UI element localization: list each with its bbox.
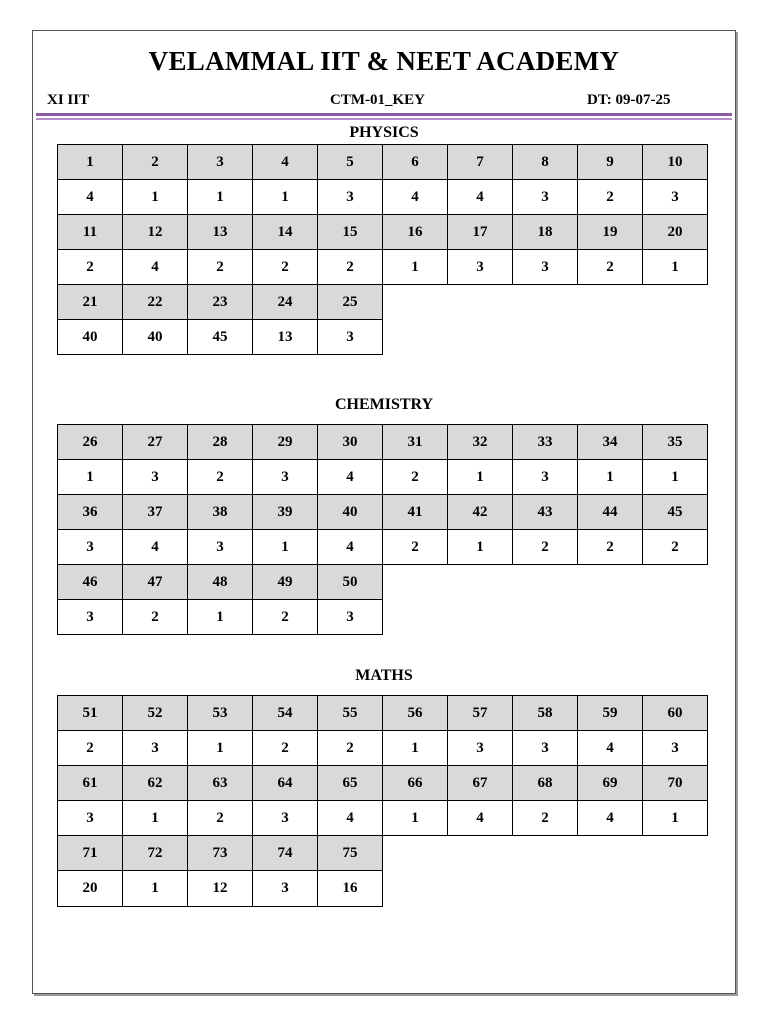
empty-cell: [383, 320, 448, 355]
answer-cell: 3: [448, 250, 513, 285]
answer-cell: 1: [383, 801, 448, 836]
empty-cell: [448, 285, 513, 320]
empty-cell: [643, 565, 708, 600]
question-number-cell: 39: [253, 495, 318, 530]
empty-cell: [383, 285, 448, 320]
answer-cell: 1: [643, 250, 708, 285]
answer-cell: 4: [448, 180, 513, 215]
answer-cell: 3: [513, 731, 578, 766]
answer-cell: 4: [123, 530, 188, 565]
answer-cell: 2: [643, 530, 708, 565]
question-number-row: [58, 565, 708, 600]
answer-cell: 1: [448, 460, 513, 495]
question-number-cell: 48: [188, 565, 253, 600]
question-number-row: [58, 696, 708, 731]
answer-row: [58, 250, 708, 285]
question-number-cell: 13: [188, 215, 253, 250]
question-number-cell: 16: [383, 215, 448, 250]
answer-cell: 3: [58, 600, 123, 635]
question-number-cell: 71: [58, 836, 123, 871]
empty-cell: [448, 871, 513, 907]
answer-cell: 3: [643, 180, 708, 215]
question-number-cell: 19: [578, 215, 643, 250]
answer-cell: 3: [58, 801, 123, 836]
empty-cell: [513, 871, 578, 907]
question-number-cell: 9: [578, 145, 643, 180]
question-number-row: [58, 425, 708, 460]
empty-cell: [383, 836, 448, 871]
question-number-cell: 42: [448, 495, 513, 530]
question-number-cell: 26: [58, 425, 123, 460]
answer-cell: 1: [253, 530, 318, 565]
answer-cell: 2: [318, 731, 383, 766]
question-number-cell: 68: [513, 766, 578, 801]
question-number-cell: 5: [318, 145, 383, 180]
question-number-cell: 49: [253, 565, 318, 600]
answer-key-table-chemistry: [57, 424, 708, 635]
answer-cell: 4: [123, 250, 188, 285]
empty-cell: [448, 320, 513, 355]
empty-cell: [383, 565, 448, 600]
question-number-cell: 54: [253, 696, 318, 731]
answer-cell: 1: [123, 871, 188, 907]
empty-cell: [643, 871, 708, 907]
answer-cell: 4: [383, 180, 448, 215]
answer-cell: 3: [188, 530, 253, 565]
empty-cell: [513, 836, 578, 871]
answer-cell: 2: [58, 731, 123, 766]
answer-cell: 1: [58, 460, 123, 495]
question-number-cell: 24: [253, 285, 318, 320]
answer-cell: 3: [253, 801, 318, 836]
answer-cell: 2: [383, 530, 448, 565]
question-number-cell: 37: [123, 495, 188, 530]
answer-cell: 4: [578, 801, 643, 836]
question-number-cell: 3: [188, 145, 253, 180]
question-number-cell: 1: [58, 145, 123, 180]
answer-cell: 4: [578, 731, 643, 766]
question-number-row: [58, 766, 708, 801]
answer-cell: 2: [123, 600, 188, 635]
answer-cell: 3: [643, 731, 708, 766]
question-number-cell: 34: [578, 425, 643, 460]
answer-cell: 2: [253, 731, 318, 766]
answer-cell: 1: [188, 180, 253, 215]
question-number-cell: 2: [123, 145, 188, 180]
answer-cell: 16: [318, 871, 383, 907]
answer-cell: 1: [578, 460, 643, 495]
question-number-cell: 51: [58, 696, 123, 731]
question-number-cell: 63: [188, 766, 253, 801]
answer-cell: 12: [188, 871, 253, 907]
empty-cell: [578, 600, 643, 635]
question-number-cell: 52: [123, 696, 188, 731]
question-number-cell: 33: [513, 425, 578, 460]
question-number-cell: 32: [448, 425, 513, 460]
question-number-cell: 8: [513, 145, 578, 180]
question-number-row: [58, 495, 708, 530]
document-title: VELAMMAL IIT & NEET ACADEMY: [148, 46, 620, 76]
answer-key-table-physics: [57, 144, 708, 355]
answer-cell: 40: [58, 320, 123, 355]
empty-cell: [643, 600, 708, 635]
empty-cell: [513, 320, 578, 355]
answer-row: [58, 460, 708, 495]
question-number-cell: 25: [318, 285, 383, 320]
test-code: CTM-01_KEY: [330, 92, 425, 108]
question-number-cell: 65: [318, 766, 383, 801]
date-label: DT: 09-07-25: [587, 92, 671, 108]
answer-row: [58, 320, 708, 355]
question-number-cell: 72: [123, 836, 188, 871]
question-number-cell: 75: [318, 836, 383, 871]
question-number-cell: 47: [123, 565, 188, 600]
answer-cell: 2: [578, 250, 643, 285]
question-number-cell: 22: [123, 285, 188, 320]
answer-cell: 3: [58, 530, 123, 565]
answer-cell: 3: [123, 460, 188, 495]
answer-cell: 2: [253, 600, 318, 635]
question-number-cell: 41: [383, 495, 448, 530]
answer-cell: 2: [578, 180, 643, 215]
question-number-cell: 28: [188, 425, 253, 460]
empty-cell: [448, 600, 513, 635]
question-number-cell: 31: [383, 425, 448, 460]
answer-cell: 3: [513, 460, 578, 495]
question-number-cell: 46: [58, 565, 123, 600]
question-number-cell: 59: [578, 696, 643, 731]
answer-cell: 2: [513, 530, 578, 565]
answer-cell: 2: [58, 250, 123, 285]
empty-cell: [513, 565, 578, 600]
question-number-cell: 45: [643, 495, 708, 530]
answer-cell: 2: [188, 460, 253, 495]
answer-row: [58, 871, 708, 907]
answer-cell: 45: [188, 320, 253, 355]
answer-cell: 2: [578, 530, 643, 565]
empty-cell: [578, 285, 643, 320]
answer-cell: 2: [253, 250, 318, 285]
question-number-cell: 44: [578, 495, 643, 530]
answer-row: [58, 731, 708, 766]
question-number-row: [58, 145, 708, 180]
answer-cell: 13: [253, 320, 318, 355]
question-number-cell: 61: [58, 766, 123, 801]
empty-cell: [643, 836, 708, 871]
answer-cell: 3: [318, 180, 383, 215]
question-number-cell: 66: [383, 766, 448, 801]
empty-cell: [448, 565, 513, 600]
question-number-cell: 40: [318, 495, 383, 530]
answer-cell: 4: [318, 801, 383, 836]
question-number-cell: 57: [448, 696, 513, 731]
answer-cell: 1: [643, 460, 708, 495]
question-number-cell: 55: [318, 696, 383, 731]
question-number-cell: 74: [253, 836, 318, 871]
question-number-cell: 17: [448, 215, 513, 250]
question-number-cell: 4: [253, 145, 318, 180]
empty-cell: [578, 320, 643, 355]
question-number-cell: 69: [578, 766, 643, 801]
question-number-cell: 53: [188, 696, 253, 731]
empty-cell: [448, 836, 513, 871]
empty-cell: [383, 871, 448, 907]
question-number-cell: 27: [123, 425, 188, 460]
question-number-cell: 56: [383, 696, 448, 731]
question-number-cell: 36: [58, 495, 123, 530]
empty-cell: [643, 320, 708, 355]
question-number-cell: 67: [448, 766, 513, 801]
answer-cell: 4: [318, 530, 383, 565]
answer-row: [58, 530, 708, 565]
question-number-cell: 38: [188, 495, 253, 530]
answer-cell: 3: [253, 460, 318, 495]
empty-cell: [513, 285, 578, 320]
answer-cell: 4: [58, 180, 123, 215]
section-title-physics: PHYSICS: [349, 124, 419, 141]
question-number-cell: 50: [318, 565, 383, 600]
question-number-cell: 70: [643, 766, 708, 801]
answer-cell: 20: [58, 871, 123, 907]
answer-cell: 1: [643, 801, 708, 836]
answer-cell: 4: [448, 801, 513, 836]
question-number-cell: 43: [513, 495, 578, 530]
empty-cell: [578, 871, 643, 907]
question-number-cell: 18: [513, 215, 578, 250]
header-divider-secondary: [36, 118, 732, 120]
answer-cell: 1: [383, 731, 448, 766]
question-number-row: [58, 836, 708, 871]
answer-cell: 3: [253, 871, 318, 907]
answer-cell: 2: [188, 250, 253, 285]
question-number-cell: 15: [318, 215, 383, 250]
question-number-row: [58, 215, 708, 250]
question-number-cell: 60: [643, 696, 708, 731]
answer-cell: 1: [253, 180, 318, 215]
answer-cell: 3: [513, 250, 578, 285]
answer-key-table-maths: [57, 695, 708, 907]
answer-cell: 3: [318, 320, 383, 355]
question-number-cell: 35: [643, 425, 708, 460]
question-number-cell: 58: [513, 696, 578, 731]
answer-cell: 40: [123, 320, 188, 355]
question-number-cell: 12: [123, 215, 188, 250]
answer-cell: 3: [318, 600, 383, 635]
class-label: XI IIT: [47, 92, 90, 108]
question-number-cell: 7: [448, 145, 513, 180]
answer-cell: 2: [188, 801, 253, 836]
answer-cell: 4: [318, 460, 383, 495]
question-number-cell: 10: [643, 145, 708, 180]
answer-cell: 2: [383, 460, 448, 495]
answer-cell: 1: [123, 801, 188, 836]
question-number-cell: 20: [643, 215, 708, 250]
question-number-cell: 11: [58, 215, 123, 250]
answer-cell: 3: [513, 180, 578, 215]
question-number-row: [58, 285, 708, 320]
answer-cell: 1: [188, 731, 253, 766]
question-number-cell: 21: [58, 285, 123, 320]
section-title-maths: MATHS: [355, 667, 413, 684]
answer-cell: 1: [188, 600, 253, 635]
question-number-cell: 23: [188, 285, 253, 320]
answer-cell: 2: [513, 801, 578, 836]
question-number-cell: 64: [253, 766, 318, 801]
answer-cell: 1: [123, 180, 188, 215]
empty-cell: [513, 600, 578, 635]
answer-cell: 3: [448, 731, 513, 766]
question-number-cell: 6: [383, 145, 448, 180]
answer-cell: 1: [383, 250, 448, 285]
answer-row: [58, 180, 708, 215]
question-number-cell: 30: [318, 425, 383, 460]
question-number-cell: 29: [253, 425, 318, 460]
answer-cell: 2: [318, 250, 383, 285]
answer-cell: 3: [123, 731, 188, 766]
empty-cell: [643, 285, 708, 320]
header-divider: [36, 113, 732, 116]
answer-row: [58, 600, 708, 635]
section-title-chemistry: CHEMISTRY: [334, 396, 434, 413]
question-number-cell: 14: [253, 215, 318, 250]
question-number-cell: 73: [188, 836, 253, 871]
answer-cell: 1: [448, 530, 513, 565]
empty-cell: [578, 836, 643, 871]
empty-cell: [578, 565, 643, 600]
question-number-cell: 62: [123, 766, 188, 801]
answer-row: [58, 801, 708, 836]
empty-cell: [383, 600, 448, 635]
